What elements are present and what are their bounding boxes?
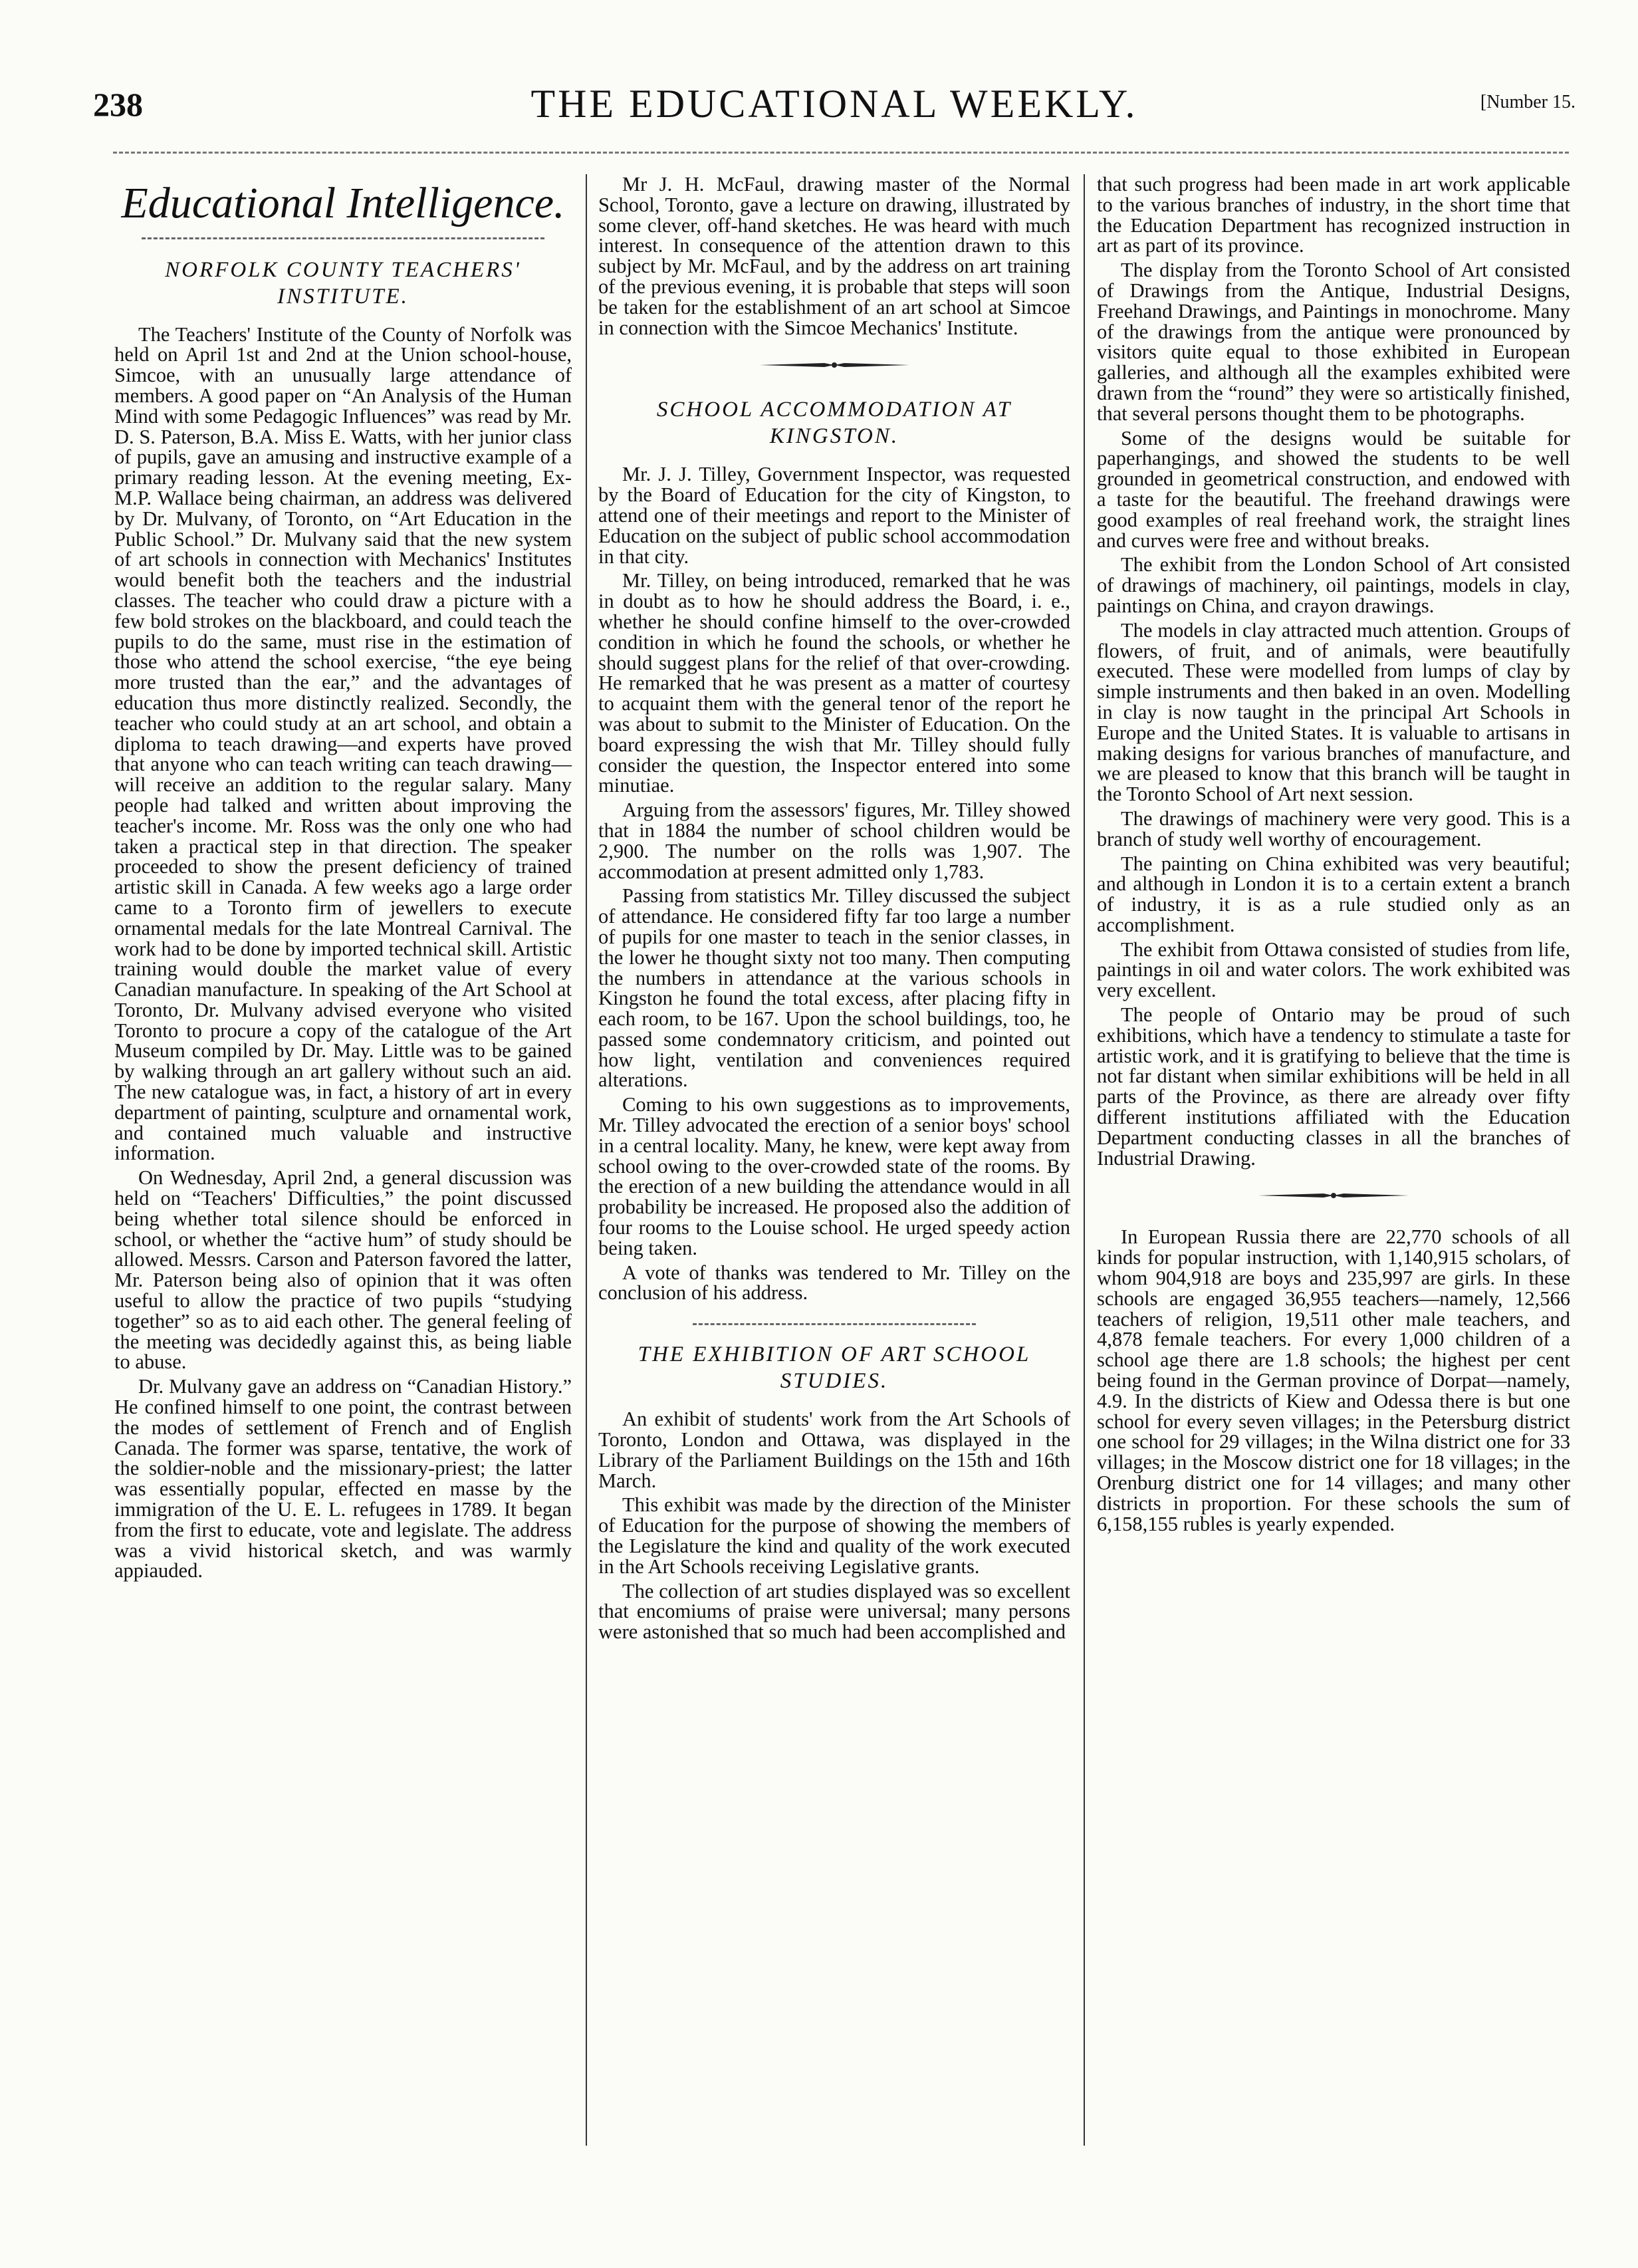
masthead-title: THE EDUCATIONAL WEEKLY. [530,82,1138,126]
article-paragraph: Coming to his own suggestions as to improvements, Mr. Tilley advocated the erection of a senior boys' school in a central locality. Many, he knew, were kept away from school owing to the over-crowded state of the rooms. By the erection of a new building the attendance would in all probability be increased. He proposed also the addition of four rooms to the Louise school. He urged speedy action being taken. [598,1093,1070,1259]
article-paragraph: Mr. Tilley, on being introduced, remarked that he was in doubt as to how he should address the Board, i. e., whether he should confine himself to the over-crowded condition in which he found the schools, or whether he should suggest plans for the relief of that over-crowding. He remarked that he was present as a matter of courtesy to acquaint them with the general tenor of the report he was about to submit to the Minister of Education. On the board expressing the wish that Mr. Tilley should fully consider the question, the Inspector entered into some minutiae. [598,569,1070,797]
column-2 [598,174,1070,1646]
column-3 [1097,174,1570,1538]
header-rule [113,152,1569,154]
article-paragraph: Passing from statistics Mr. Tilley discussed the subject of attendance. He considered fifty far too large a number of pupils for one master to teach in the senior classes, in the lower he thought sixty not too many. Then computing the numbers in attendance at the various schools in Kingston he found the total excess, after placing fifty in each room, to be 167. Upon the school buildings, too, he passed some condemnatory criticism, and pointed out how light, ventilation and conveniences required alterations. [598,884,1070,1092]
article-paragraph: The exhibit from the London School of Art consisted of drawings of machinery, oil paintings, models in clay, paintings on China, and crayon drawings. [1097,553,1570,617]
column-divider-2 [1084,174,1085,2146]
issue-number: [Number 15. [1480,92,1576,112]
article-heading-norfolk: NORFOLK COUNTY TEACHERS' INSTITUTE. [165,257,521,309]
article-paragraph: The models in clay attracted much attention. Groups of flowers, of fruit, and of animals, were beautifully executed. These were modelled from lumps of clay by simple instruments and then baked in an oven. Modelling in clay is now taught in the principal Art Schools in Europe and the United States. It is valuable to artisans in making designs for various branches of manufacture, and we are pleased to know that this branch will be taught in the Toronto School of Art next session. [1097,618,1570,806]
article-paragraph: The people of Ontario may be proud of such exhibitions, which have a tendency to stimulate a taste for artistic work, and it is gratifying to believe that the time is not far distant when similar exhibitions will be held in all parts of the Province, as there are already over fifty different institutions affiliated with the Education Department conducting classes in all the branches of Industrial Drawing. [1097,1003,1570,1170]
article-heading-kingston: SCHOOL ACCOMMODATION AT KINGSTON. [656,398,1012,449]
article-paragraph: The painting on China exhibited was very beautiful; and although in London it is to a certain extent a branch of industry, it is as a rule studied only as an accomplishment. [1097,852,1570,936]
ornament-divider [1257,1191,1410,1200]
article-heading-exhibition: THE EXHIBITION OF ART SCHOOL STUDIES. [638,1342,1031,1394]
column-divider-1 [586,174,587,2146]
article-paragraph: that such progress had been made in art work applicable to the various branches of industry, in the short time that the Education Department has recognized instruction in art as part of its province. [1097,173,1570,257]
article-paragraph: Mr J. H. McFaul, drawing master of the Normal School, Toronto, gave a lecture on drawing, illustrated by some clever, off-hand sketches. He was heard with much interest. In consequence of the attention drawn to this subject by Mr. McFaul, and by the address on art training of the previous evening, it is probable that steps will soon be taken for the establishment of an art school at Simcoe in connection with the Simcoe Mechanics' Institute. [598,173,1070,339]
article-paragraph: The exhibit from Ottawa consisted of studies from life, paintings in oil and water colors. The work exhibited was very excellent. [1097,938,1570,1002]
article-paragraph: The collection of art studies displayed was so excellent that encomiums of praise were universal; many persons were astonished that so much had been accomplished and [598,1579,1070,1644]
article-paragraph: On Wednesday, April 2nd, a general discussion was held on “Teachers' Difficulties,” the point discussed being whether total silence should be enforced in school, or whether the “active hum” of study should be allowed. Messrs. Carson and Paterson favored the latter, Mr. Paterson being also of opinion that it was often useful to allow the practice of two pupils “studying together” so as to aid each other. The general feeling of the meeting was decidedly against this, as being liable to abuse. [114,1166,572,1374]
article-paragraph: Mr. J. J. Tilley, Government Inspector, was requested by the Board of Education for the city of Kingston, to attend one of their meetings and report to the Minister of Education on the subject of public school accommodation in that city. [598,463,1070,568]
article-paragraph: Dr. Mulvany gave an address on “Canadian History.” He confined himself to one point, the contrast between the modes of settlement of French and of English Canada. The former was sparse, tentative, the work of the soldier-noble and the missionary-priest; the latter was essentially popular, effected en masse by the immigration of the U. E. L. refugees in 1789. It began from the first to educate, vote and legislate. The address was a vivid historical sketch, and was warmly appiauded. [114,1375,572,1582]
article-paragraph: This exhibit was made by the direction of the Minister of Education for the purpose of showing the members of the Legislature the kind and quality of the work executed in the Art Schools receiving Legislative grants. [598,1493,1070,1578]
article-rule [693,1323,976,1325]
article-paragraph: The drawings of machinery were very good. This is a branch of study well worthy of encouragement. [1097,807,1570,850]
article-paragraph: Some of the designs would be suitable for paperhangings, and showed the students to be well grounded in geometrical construction, and endowed with a taste for the beautiful. The freehand drawings were good examples of real freehand work, the straight lines and curves were free and without breaks. [1097,426,1570,552]
article-paragraph: Arguing from the assessors' figures, Mr. Tilley showed that in 1884 the number of school children would be 2,900. The number on the rolls was 1,907. The accommodation at present admitted only 1,783. [598,799,1070,883]
article-paragraph: The display from the Toronto School of Art consisted of Drawings from the Antique, Industrial Designs, Freehand Drawings, and Paintings in monochrome. Many of the drawings from the antique were pronounced by visitors quite equal to those exhibited in European galleries, and although all the examples exhibited were drawn from the “round” they were so artistically finished, that several persons thought them to be photographs. [1097,259,1570,425]
article-paragraph: In European Russia there are 22,770 schools of all kinds for popular instruction, with 1,140,915 scholars, of whom 904,918 are boys and 235,997 are girls. In these schools are engaged 36,955 teachers—namely, 12,566 teachers of religion, 19,511 other male teachers, and 4,878 female teachers. For every 1,000 children of a school age there are 1.8 schools; the highest per cent being found in the German province of Dorpat—namely, 4.9. In the districts of Kiew and Odessa there is but one school for every seven villages; in the Petersburg district one school for 29 villages; in the Wilna district one for 33 villages; in the Moscow district one for 18 villages; in the Orenburg district one for 14 villages; and many other districts in proportion. For these schools the sum of 6,158,155 rubles is yearly expended. [1097,1225,1570,1535]
article-paragraph: A vote of thanks was tendered to Mr. Tilley on the conclusion of his address. [598,1261,1070,1305]
article-paragraph: The Teachers' Institute of the County of Norfolk was held on April 1st and 2nd at the Union school-house, Simcoe, with an unusually large attendance of members. A good paper on “An Analysis of the Human Mind with some Pedagogic Influences” was read by Mr. D. S. Paterson, B.A. Miss E. Watts, with her junior class of pupils, gave an amusing and instructive example of a primary reading lesson. At the evening meeting, Ex-M.P. Wallace being chairman, an address was delivered by Dr. Mulvany, of Toronto, on “Art Education in the Public School.” Dr. Mulvany said that the new system of art schools in connection with Mechanics' Institutes would benefit both the teachers and the industrial classes. The teacher who could draw a picture with a few bold strokes on the blackboard, and could teach the pupils to do the same, must rise in the estimation of those who attend the school exercise, “the eye being more trusted than the ear,” and the advantages of education thus more distinctly realized. Secondly, the teacher who could study at an art school, and obtain a diploma to teach drawing—and experts have proved that anyone who can teach writing can teach drawing—will receive an addition to the regular salary. Many people had talked and written about improving the teacher's income. Mr. Ross was the only one who had taken a practical step in that direction. The speaker proceeded to show the present deficiency of trained artistic skill in Canada. A few weeks ago a large order came to a Toronto firm of jewellers to execute ornamental medals for the late Montreal Carnival. The work had to be done by imported technical skill. Artistic training would double the market value of every Canadian manufacture. In speaking of the Art School at Toronto, Dr. Mulvany advised everyone who visited Toronto to procure a copy of the catalogue of the Art Museum compiled by Dr. May. Little was to be gained by walking through an art gallery without such an aid. The new catalogue was, in fact, a history of art in every department of painting, sculpture and ornamental work, and contained much valuable and instructive information. [114,322,572,1165]
ornament-divider [758,360,911,370]
section-rule [142,237,544,239]
section-title: Educational Intelligence. [121,179,565,227]
article-paragraph: An exhibit of students' work from the Art Schools of Toronto, London and Ottawa, was displayed in the Library of the Parliament Buildings on the 15th and 16th March. [598,1408,1070,1492]
page-header [93,82,1576,138]
page-number: 238 [93,86,143,123]
column-1 [114,174,572,1585]
